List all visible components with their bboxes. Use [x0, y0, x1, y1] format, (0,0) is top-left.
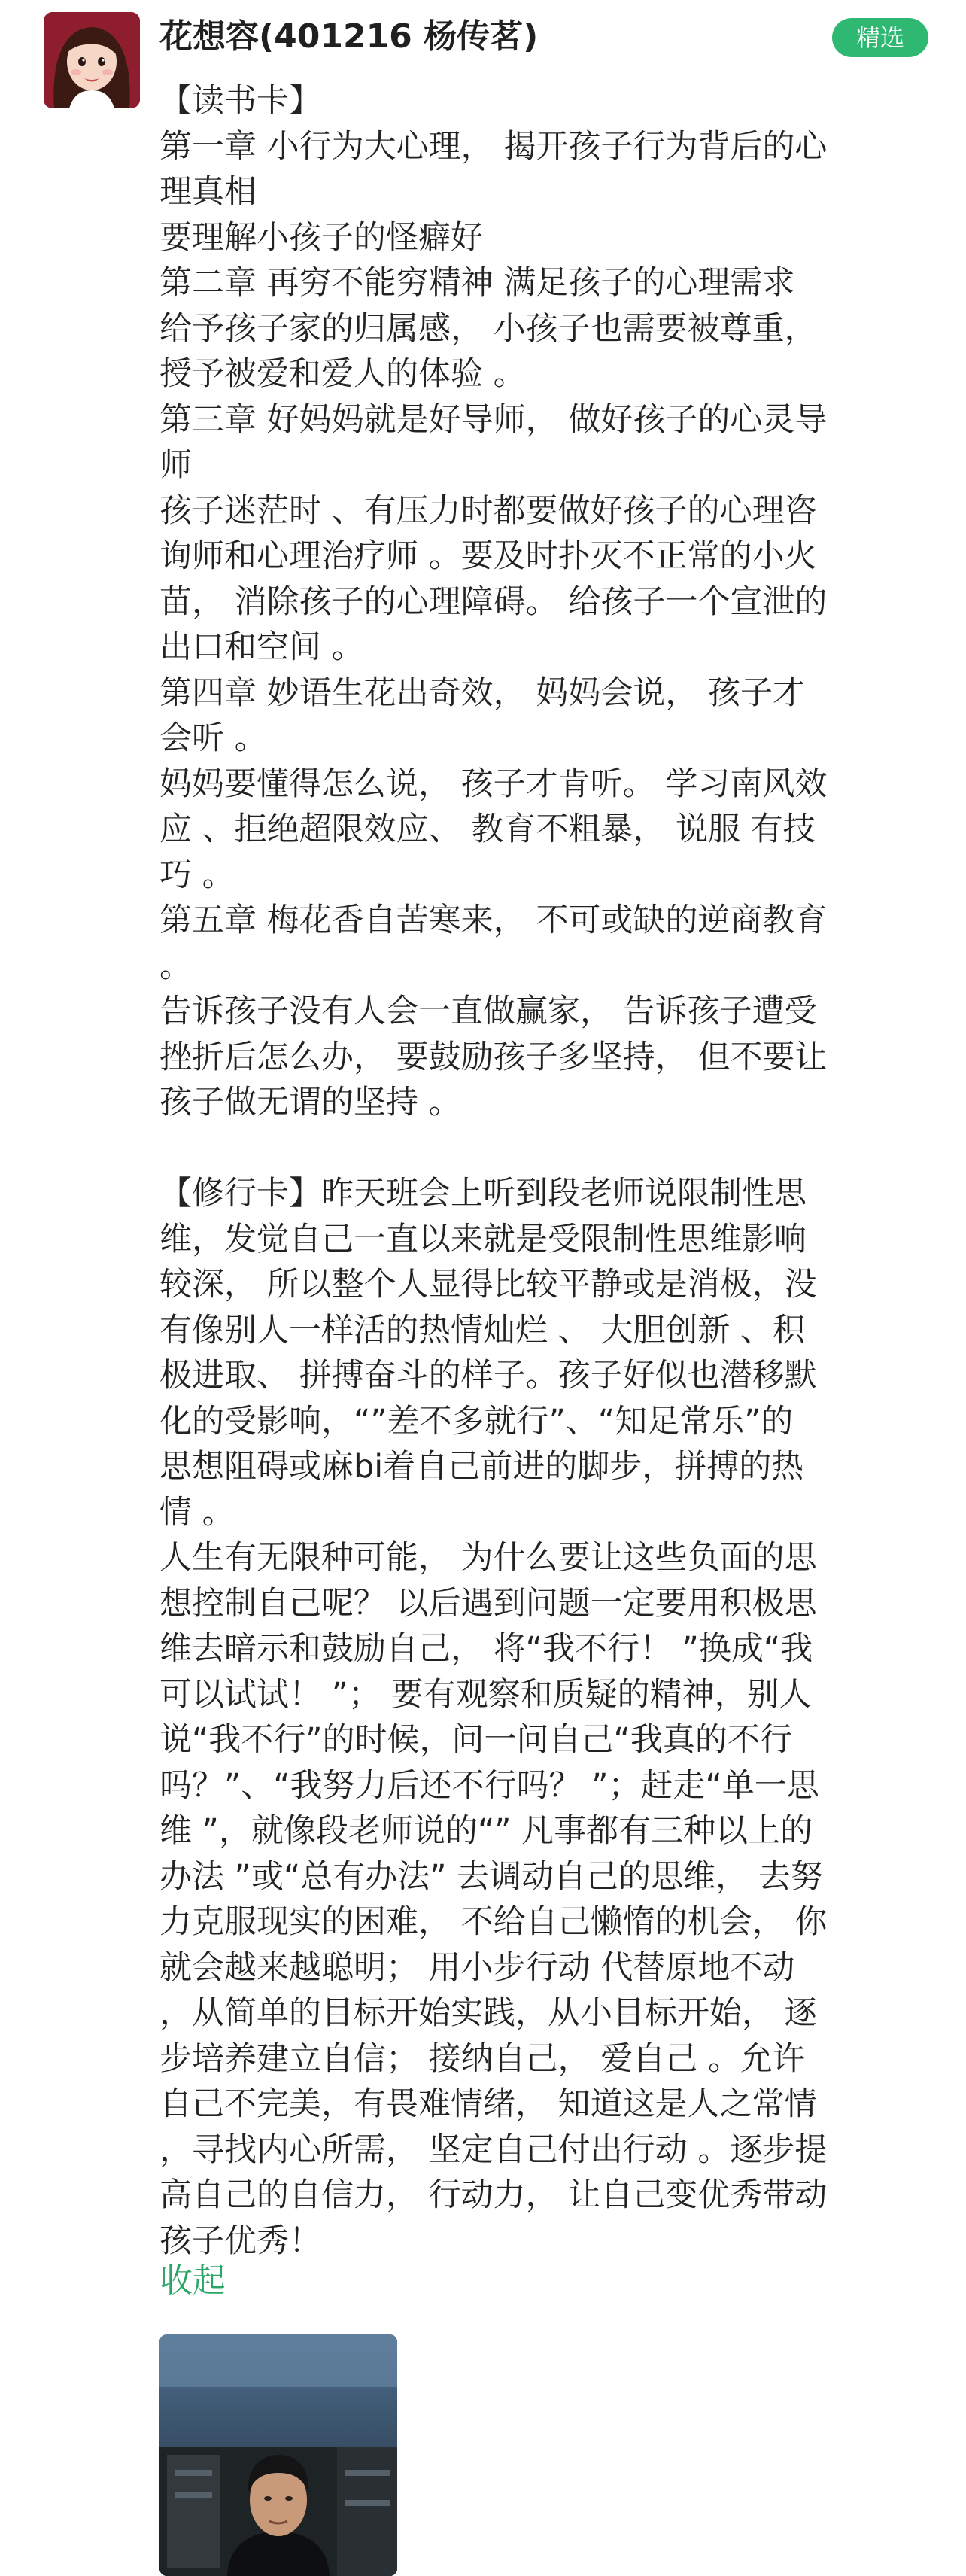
post-text-line: 会听 。 — [159, 719, 267, 757]
post-text-line: 吗？”、“我努力后还不行吗？ ”；赶走“单一思 — [159, 1766, 819, 1805]
post-text-line: 孩子优秀！ — [159, 2222, 321, 2260]
post-text-line: 维，发觉自己一直以来就是受限制性思维影响 — [159, 1220, 807, 1258]
post-photo[interactable] — [159, 2334, 397, 2576]
post-text-line: ，寻找内心所需， 坚定自己付出行动 。逐步提 — [159, 2130, 828, 2169]
post-text-line: 就会越来越聪明； 用小步行动 代替原地不动 — [159, 1948, 795, 1987]
post-text-line: 巧 。 — [159, 856, 235, 894]
author-name[interactable]: 花想容(401216 杨传茗) — [159, 17, 539, 56]
post-text-line: 孩子迷茫时 、有压力时都要做好孩子的心理咨 — [159, 491, 817, 530]
post-content — [159, 78, 945, 2264]
post-text-line: 力克服现实的困难， 不给自己懒惰的机会， 你 — [159, 1903, 828, 1941]
post-text-line: 高自己的自信力， 行动力， 让自己变优秀带动 — [159, 2176, 828, 2214]
post-text-line: 告诉孩子没有人会一直做赢家， 告诉孩子遭受 — [159, 993, 817, 1030]
post-text-line: 师 — [159, 446, 192, 484]
post-text-line: 说“我不行”的时候，问一问自己“我真的不行 — [159, 1721, 792, 1759]
post-text-line: 【读书卡】 — [159, 82, 321, 120]
post-text-line: 第三章 好妈妈就是好导师， 做好孩子的心灵导 — [159, 400, 828, 439]
post-text-line: 苗， 消除孩子的心理障碍。 给孩子一个宣泄的 — [159, 582, 828, 621]
post-text-line: 询师和心理治疗师 。要及时扑灭不正常的小火 — [159, 537, 817, 575]
paragraph-gap — [159, 1126, 945, 1172]
post-text-line: 维 ”，就像段老师说的“” 凡事都有三种以上的 — [159, 1812, 813, 1850]
post-text-line: 授予被爱和爱人的体验 。 — [159, 355, 526, 393]
collapse-link[interactable]: 收起 — [159, 2261, 226, 2300]
featured-badge: 精选 — [832, 18, 928, 57]
post-text-line: 维去暗示和鼓励自己， 将“我不行！ ”换成“我 — [159, 1630, 813, 1668]
post-text-line: 理真相 — [159, 173, 257, 211]
post-text-line: 第五章 梅花香自苦寒来， 不可或缺的逆商教育 — [159, 902, 828, 939]
post-text-line: 自己不完美，有畏难情绪， 知道这是人之常情 — [159, 2085, 817, 2123]
post-text-line: 挫折后怎么办， 要鼓励孩子多坚持， 但不要让 — [159, 1038, 828, 1076]
post-text-line: 办法 ”或“总有办法” 去调动自己的思维， 去努 — [159, 1857, 823, 1896]
author-avatar[interactable] — [44, 12, 140, 108]
post-text-line: 妈妈要懂得怎么说， 孩子才肯听。 学习南风效 — [159, 765, 828, 803]
post-text-line: 有像别人一样活的热情灿烂 、 大胆创新 、积 — [159, 1311, 806, 1349]
post-text-line: 想控制自己呢？ 以后遇到问题一定要用积极思 — [159, 1584, 817, 1623]
post-text-line: 第一章 小行为大心理， 揭开孩子行为背后的心 — [159, 127, 828, 166]
post-text-line: 给予孩子家的归属感， 小孩子也需要被尊重， — [159, 309, 817, 348]
post-text-line: 第四章 妙语生花出奇效， 妈妈会说， 孩子才 — [159, 674, 806, 712]
post-text-line: 。 — [159, 947, 192, 985]
avatar-illustration — [44, 12, 140, 108]
post-text-line: 第二章 再穷不能穷精神 满足孩子的心理需求 — [159, 264, 795, 302]
post-text-line: 可以试试！ ”； 要有观察和质疑的精神，别人 — [159, 1675, 812, 1714]
post-text-line: 要理解小孩子的怪癖好 — [159, 218, 483, 257]
post-text-line: 化的受影响，“”差不多就行”、“知足常乐”的 — [159, 1402, 794, 1440]
post-text-line: 【修行卡】昨天班会上听到段老师说限制性思 — [159, 1175, 807, 1212]
post-text-line: 情 。 — [159, 1493, 235, 1531]
post-text-line: 极进取、 拼搏奋斗的样子。孩子好似也潜移默 — [159, 1357, 817, 1394]
post-text-line: 步培养建立自信； 接纳自己， 爱自己 。允许 — [159, 2039, 806, 2078]
post-text-line: 思想阻碍或麻bi着自己前进的脚步，拼搏的热 — [159, 1448, 804, 1486]
post-text-line: 出口和空间 。 — [159, 628, 364, 666]
selfie-image — [159, 2334, 397, 2576]
post-text-line: 人生有无限种可能， 为什么要让这些负面的思 — [159, 1539, 817, 1577]
post-text-line: 应 、拒绝超限效应、 教育不粗暴， 说服 有技 — [159, 811, 816, 848]
post-text-line: ，从简单的目标开始实践，从小目标开始， 逐 — [159, 1994, 817, 2032]
post-text-line: 较深， 所以整个人显得比较平静或是消极，没 — [159, 1266, 817, 1303]
post-text-line: 孩子做无谓的坚持 。 — [159, 1084, 461, 1121]
